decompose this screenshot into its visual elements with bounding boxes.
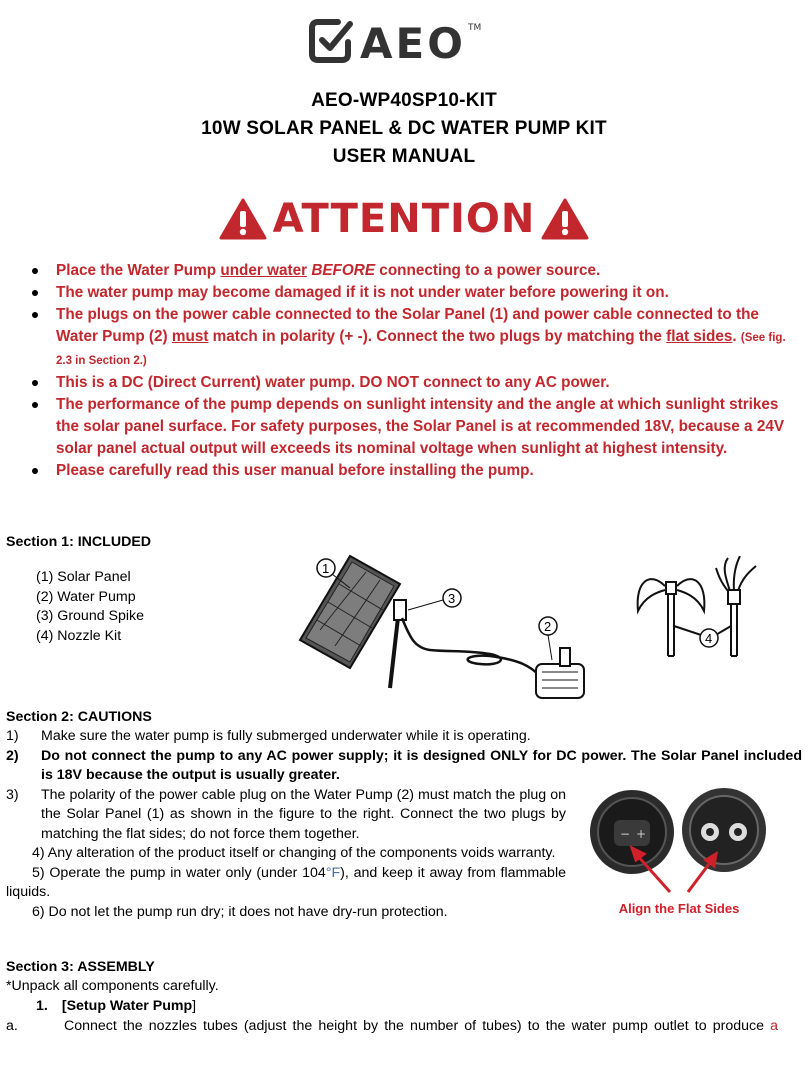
section2-heading: Section 2: CAUTIONS [6,709,152,725]
checkbox-logo-icon [312,22,350,60]
section1-heading: Section 1: INCLUDED [6,534,152,550]
caution-item: 4) Any alteration of the product itself or changing of the components voids warranty. [32,845,556,861]
trademark-mark: TM [468,23,482,33]
caution-item: 2) Do not connect the pump to any AC power supply; it is designed ONLY for DC power. The Solar Panel included is 18V because the output is usually greater. [6,747,802,783]
plug-connector-right [682,788,766,872]
warning-triangle-icon [219,197,267,241]
caution-item: 6) Do not let the pump run dry; it does not have dry-run protection. [32,903,448,920]
warning-item: The performance of the pump depends on sunlight intensity and the angle at which sunlight strikes the solar panel surface. For safety purposes, the Solar Panel is at recommended 18V, because a 24V solar panel actual output will exceeds its nominal voltage when sunlight at highest intensity. [30,394,800,460]
included-item: (4) Nozzle Kit [36,627,122,644]
nozzle-kit-illustration [630,556,780,666]
warning-list [30,260,800,482]
warning-item: The water pump may become damaged if it is not under water before powering it on. [30,282,800,304]
assembly-note: *Unpack all components carefully. [6,978,219,994]
section3-heading: Section 3: ASSEMBLY [6,959,155,975]
ground-spike-illustration [390,600,406,688]
svg-text:−: − [620,827,631,841]
included-item: (1) Solar Panel [36,569,131,585]
included-list [36,568,144,646]
svg-text:+: + [636,827,647,841]
plug-caption: Align the Flat Sides [618,901,740,916]
water-pump-illustration [536,648,584,698]
model-number: AEO-WP40SP10-KIT [311,90,497,111]
callout-label: 2 [544,619,552,634]
plug-alignment-figure [584,780,774,920]
warning-item: This is a DC (Direct Current) water pump. DO NOT connect to any AC power. [30,372,800,394]
callout-label: 3 [448,591,456,606]
warning-item: Please carefully read this user manual before installing the pump. [30,460,800,482]
callout-label: 1 [322,561,330,576]
document-type: USER MANUAL [332,146,476,167]
callout-label: 4 [705,631,713,646]
plug-connector-left [590,790,674,874]
assembly-step: 1. [Setup Water Pump] [36,998,197,1014]
attention-label: ATTENTION [272,196,536,242]
aeo-logo [308,14,488,66]
warning-triangle-icon [541,197,589,241]
caution-item: 5) Operate the pump in water only (under 104°F), and keep it away from flammable liquids. [6,864,566,900]
product-title: 10W SOLAR PANEL & DC WATER PUMP KIT [201,118,607,139]
caution-item: 3) The polarity of the power cable plug on the Water Pump (2) must match the plug on the Solar Panel (1) as shown in the figure to the right. Connect the two plugs by matching the flat sides; do not force them together. [6,786,566,842]
included-item: (2) Water Pump [36,588,136,605]
solar-panel-illustration [300,556,400,668]
warning-item: The plugs on the power cable connected to the Solar Panel (1) and power cable connected to the Water Pump (2) must match in polarity (+ -). Connect the two plugs by matching the flat sides. (See fig. 2.3 in Section 2.) [30,304,800,372]
assembly-substep: a. Connect the nozzles tubes (adjust the height by the number of tubes) to the water pump outlet to produce a [6,1018,778,1034]
caution-item: 1) Make sure the water pump is fully submerged underwater while it is operating. [6,728,531,744]
included-item: (3) Ground Spike [36,608,145,624]
warning-item: Place the Water Pump under water BEFORE connecting to a power source. [30,260,800,282]
attention-banner [0,193,808,245]
kit-illustration [290,548,610,708]
logo-text: AEO [360,19,466,66]
